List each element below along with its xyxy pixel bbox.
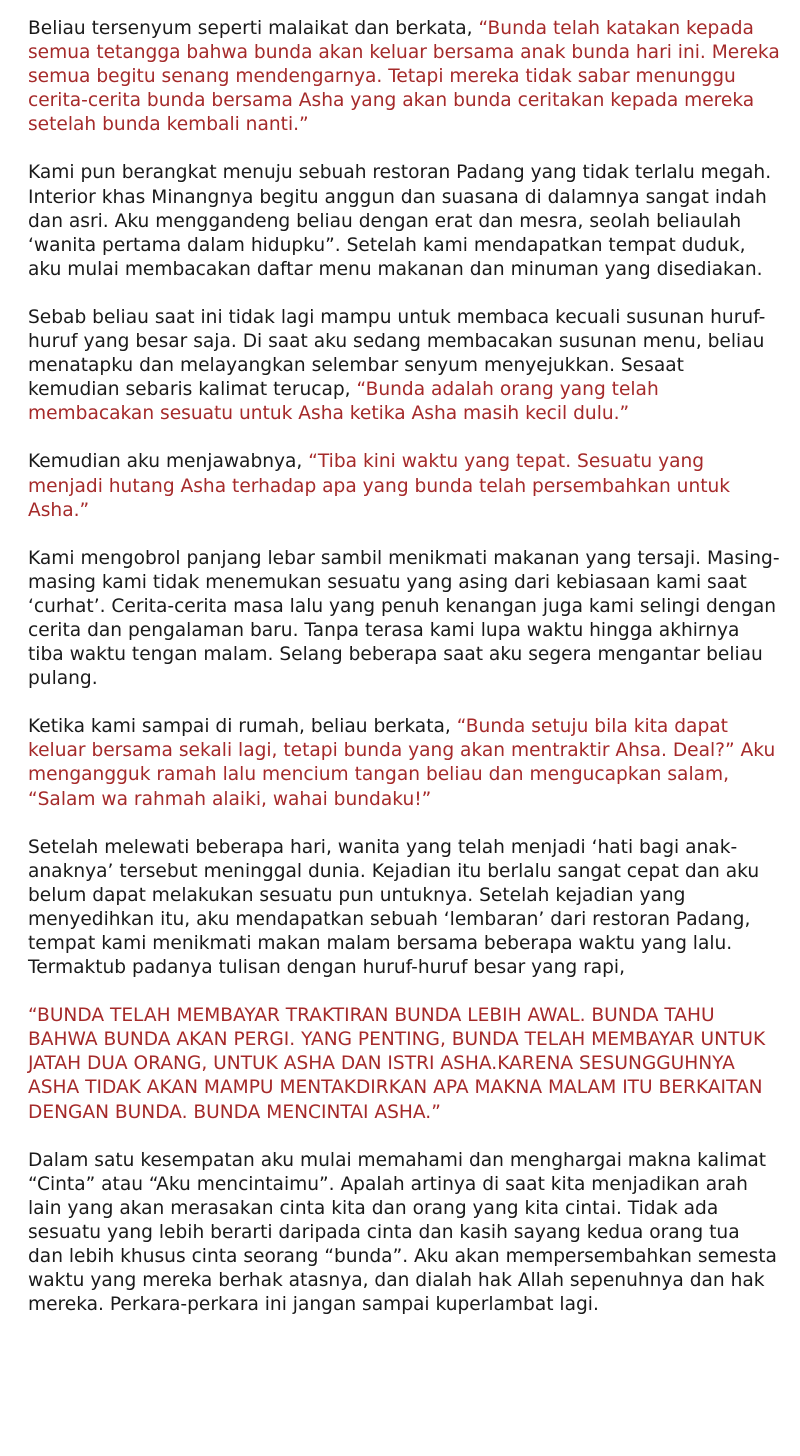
paragraph-4 — [28, 450, 780, 522]
paragraph-9-text: Dalam satu kesempatan aku mulai memahami dan menghargai makna kalimat “Cinta” atau “Aku mencintaimu”. Apalah artinya di saat kita menjadikan arah lain yang akan merasakan cinta kita dan orang yang kita cintai. Tidak ada sesuatu yang lebih berarti daripada cinta dan kasih sayang kedua orang tua dan lebih khusus cinta seorang “bunda”. Aku akan mempersembahkan semesta waktu yang mereka berhak atasnya, dan dialah hak Allah sepenuhnya dan hak mereka. Perkara-perkara ini jangan sampai kuperlambat lagi. — [28, 1149, 777, 1316]
paragraph-6 — [28, 715, 780, 811]
paragraph-4-quote: “Tiba kini waktu yang tepat. Sesuatu yang menjadi hutang Asha terhadap apa yang bunda telah persembahkan untuk Asha.” — [28, 451, 731, 521]
paragraph-3 — [28, 306, 780, 426]
paragraph-1-quote: “Bunda telah katakan kepada semua tetangga bahwa bunda akan keluar bersama anak bunda hari ini. Mereka semua begitu senang mendengarnya. Tetapi mereka tidak sabar menunggu cerita-cerita bunda bersama Asha yang akan bunda ceritakan kepada mereka setelah bunda kembali nanti.” — [28, 18, 780, 136]
paragraph-8-quote: “BUNDA TELAH MEMBAYAR TRAKTIRAN BUNDA LEBIH AWAL. BUNDA TAHU BAHWA BUNDA AKAN PERGI. YANG PENTING, BUNDA TELAH MEMBAYAR UNTUK JATAH DUA ORANG, UNTUK ASHA DAN ISTRI ASHA.KARENA SESUNGGUHNYA ASHA TIDAK AKAN MAMPU MENTAKDIRKAN APA MAKNA MALAM ITU BERKAITAN DENGAN BUNDA. BUNDA MENCINTAI ASHA.” — [28, 1005, 766, 1123]
paragraph-5 — [28, 547, 780, 692]
paragraph-3-text: Sebab beliau saat ini tidak lagi mampu untuk membaca kecuali susunan huruf-huruf yang besar saja. Di saat aku sedang membacakan susunan menu, beliau menatapku dan melayangkan selembar senyum menyejukkan. Sesaat kemudian sebaris kalimat terucap, — [28, 306, 766, 401]
paragraph-7 — [28, 836, 780, 981]
paragraph-1-text: Beliau tersenyum seperti malaikat dan berkata, — [28, 18, 479, 39]
paragraph-2 — [28, 161, 780, 281]
paragraph-6-text: Ketika kami sampai di rumah, beliau berkata, — [28, 716, 457, 738]
paragraph-5-text: Kami mengobrol panjang lebar sambil menikmati makanan yang tersaji. Masing-masing kami tidak menemukan sesuatu yang asing dari kebiasaan kami saat ‘curhat’. Cerita-cerita masa lalu yang penuh kenangan juga kami selingi dengan cerita dan pengalaman baru. Tanpa terasa kami lupa waktu hingga akhirnya tiba waktu tengan malam. Selang beberapa saat aku segera mengantar beliau pulang. — [28, 547, 780, 690]
paragraph-7-text: Setelah melewati beberapa hari, wanita yang telah menjadi ‘hati bagi anak-anaknya’ tersebut meninggal dunia. Kejadian itu berlalu sangat cepat dan aku belum dapat melakukan sesuatu pun untuknya. Setelah kejadian yang menyedihkan itu, aku mendapatkan sebuah ‘lembaran’ dari restoran Padang, tempat kami menikmati makan malam bersama beberapa waktu yang lalu. Termaktub padanya tulisan dengan huruf-huruf besar yang rapi, — [28, 836, 760, 979]
paragraph-6-quote: “Bunda setuju bila kita dapat keluar bersama sekali lagi, tetapi bunda yang akan mentraktir Ahsa. Deal?” Aku mengangguk ramah lalu mencium tangan beliau dan mengucapkan salam, “Salam wa rahmah alaiki, wahai bundaku!” — [28, 716, 776, 810]
paragraph-3-quote: “Bunda adalah orang yang telah membacakan sesuatu untuk Asha ketika Asha masih kecil dulu.” — [28, 379, 659, 425]
paragraph-9 — [28, 1149, 780, 1318]
paragraph-8 — [28, 1004, 780, 1124]
paragraph-4-text: Kemudian aku menjawabnya, — [28, 451, 309, 473]
paragraph-2-text: Kami pun berangkat menuju sebuah restoran Padang yang tidak terlalu megah. Interior khas Minangnya begitu anggun dan suasana di dalamnya sangat indah dan asri. Aku menggandeng beliau dengan erat dan mesra, seolah beliaulah ‘wanita pertama dalam hidupku”. Setelah kami mendapatkan tempat duduk, aku mulai membacakan daftar menu makanan dan minuman yang disediakan. — [28, 162, 772, 280]
paragraph-1 — [28, 17, 780, 137]
